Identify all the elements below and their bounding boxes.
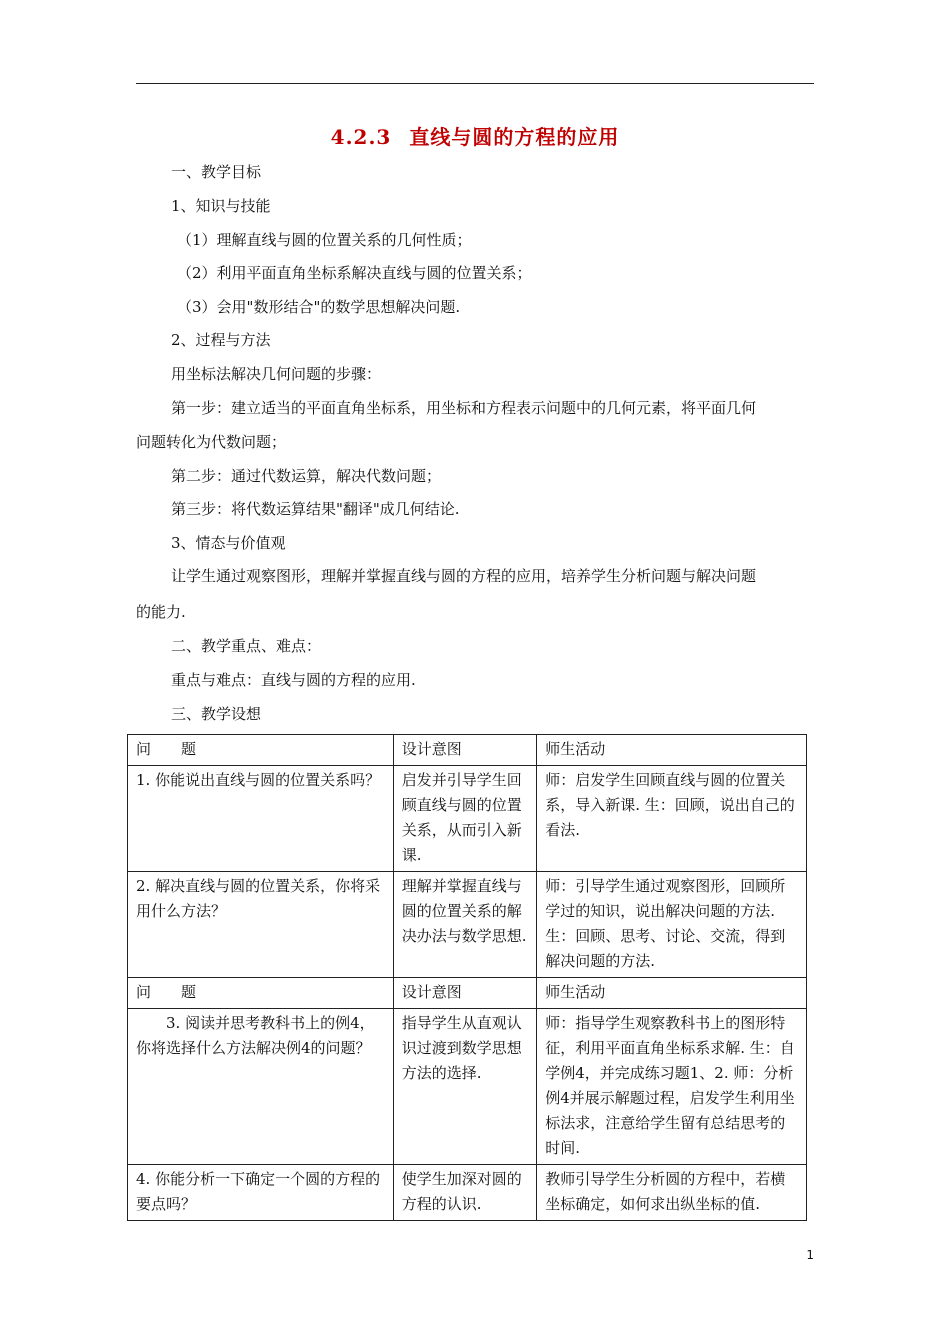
header-activity: 师生活动 — [537, 978, 807, 1009]
knowledge-item: （3）会用"数形结合"的数学思想解决问题. — [177, 298, 461, 316]
header-rule — [136, 83, 814, 84]
header-intent: 设计意图 — [393, 978, 536, 1009]
cell-activity: 教师引导学生分析圆的方程中，若横坐标确定，如何求出纵坐标的值. — [537, 1165, 807, 1221]
header-question: 问 题 — [128, 978, 394, 1009]
process-heading: 2、过程与方法 — [171, 331, 271, 349]
cell-intent: 理解并掌握直线与圆的位置关系的解决办法与数学思想. — [393, 872, 536, 978]
cell-intent: 指导学生从直观认识过渡到数学思想方法的选择. — [393, 1009, 536, 1165]
table-row — [128, 1009, 807, 1165]
process-intro: 用坐标法解决几何问题的步骤： — [171, 365, 382, 383]
step1-line2: 问题转化为代数问题； — [136, 433, 287, 451]
title-number: 4.2.3 — [330, 125, 392, 149]
goals-heading: 一、教学目标 — [171, 163, 262, 181]
teaching-plan-table — [127, 734, 807, 1221]
emotion-line1: 让学生通过观察图形，理解并掌握直线与圆的方程的应用，培养学生分析问题与解决问题 — [171, 567, 757, 585]
step1-line1: 第一步：建立适当的平面直角坐标系，用坐标和方程表示问题中的几何元素，将平面几何 — [171, 399, 757, 417]
table-row — [128, 1165, 807, 1221]
header-activity: 师生活动 — [537, 735, 807, 766]
page-title — [0, 121, 950, 150]
table-header-row — [128, 978, 807, 1009]
table-row — [128, 766, 807, 872]
cell-intent: 使学生加深对圆的方程的认识. — [393, 1165, 536, 1221]
knowledge-item: （2）利用平面直角坐标系解决直线与圆的位置关系； — [177, 264, 532, 282]
cell-question: 3. 阅读并思考教科书上的例4，你将选择什么方法解决例4的问题？ — [128, 1009, 394, 1165]
page-number: 1 — [806, 1248, 814, 1262]
table-row — [128, 872, 807, 978]
emotion-heading: 3、情态与价值观 — [171, 534, 286, 552]
table-header-row — [128, 735, 807, 766]
knowledge-heading: 1、知识与技能 — [171, 197, 271, 215]
cell-question: 2. 解决直线与圆的位置关系，你将采用什么方法？ — [128, 872, 394, 978]
key-text: 重点与难点：直线与圆的方程的应用. — [171, 671, 416, 689]
step3: 第三步：将代数运算结果"翻译"成几何结论. — [171, 500, 460, 518]
cell-activity: 师：启发学生回顾直线与圆的位置关系，导入新课. 生：回顾，说出自己的看法. — [537, 766, 807, 872]
cell-intent: 启发并引导学生回顾直线与圆的位置关系，从而引入新课. — [393, 766, 536, 872]
header-question: 问 题 — [128, 735, 394, 766]
knowledge-item: （1）理解直线与圆的位置关系的几何性质； — [177, 231, 472, 249]
title-text: 直线与圆的方程的应用 — [409, 125, 620, 149]
header-intent: 设计意图 — [393, 735, 536, 766]
cell-activity: 师：指导学生观察教科书上的图形特征，利用平面直角坐标系求解. 生：自学例4，并完成练习题1、2. 师：分析例4并展示解题过程，启发学生利用坐标法求，注意给学生留有总结思考的时间. — [537, 1009, 807, 1165]
key-heading: 二、教学重点、难点： — [171, 637, 322, 655]
cell-activity: 师：引导学生通过观察图形，回顾所学过的知识，说出解决问题的方法. 生：回顾、思考、讨论、交流，得到解决问题的方法. — [537, 872, 807, 978]
cell-question: 1. 你能说出直线与圆的位置关系吗？ — [128, 766, 394, 872]
step2: 第二步：通过代数运算，解决代数问题； — [171, 467, 442, 485]
design-heading: 三、教学设想 — [171, 705, 262, 723]
emotion-line2: 的能力. — [136, 603, 186, 621]
cell-question: 4. 你能分析一下确定一个圆的方程的要点吗？ — [128, 1165, 394, 1221]
